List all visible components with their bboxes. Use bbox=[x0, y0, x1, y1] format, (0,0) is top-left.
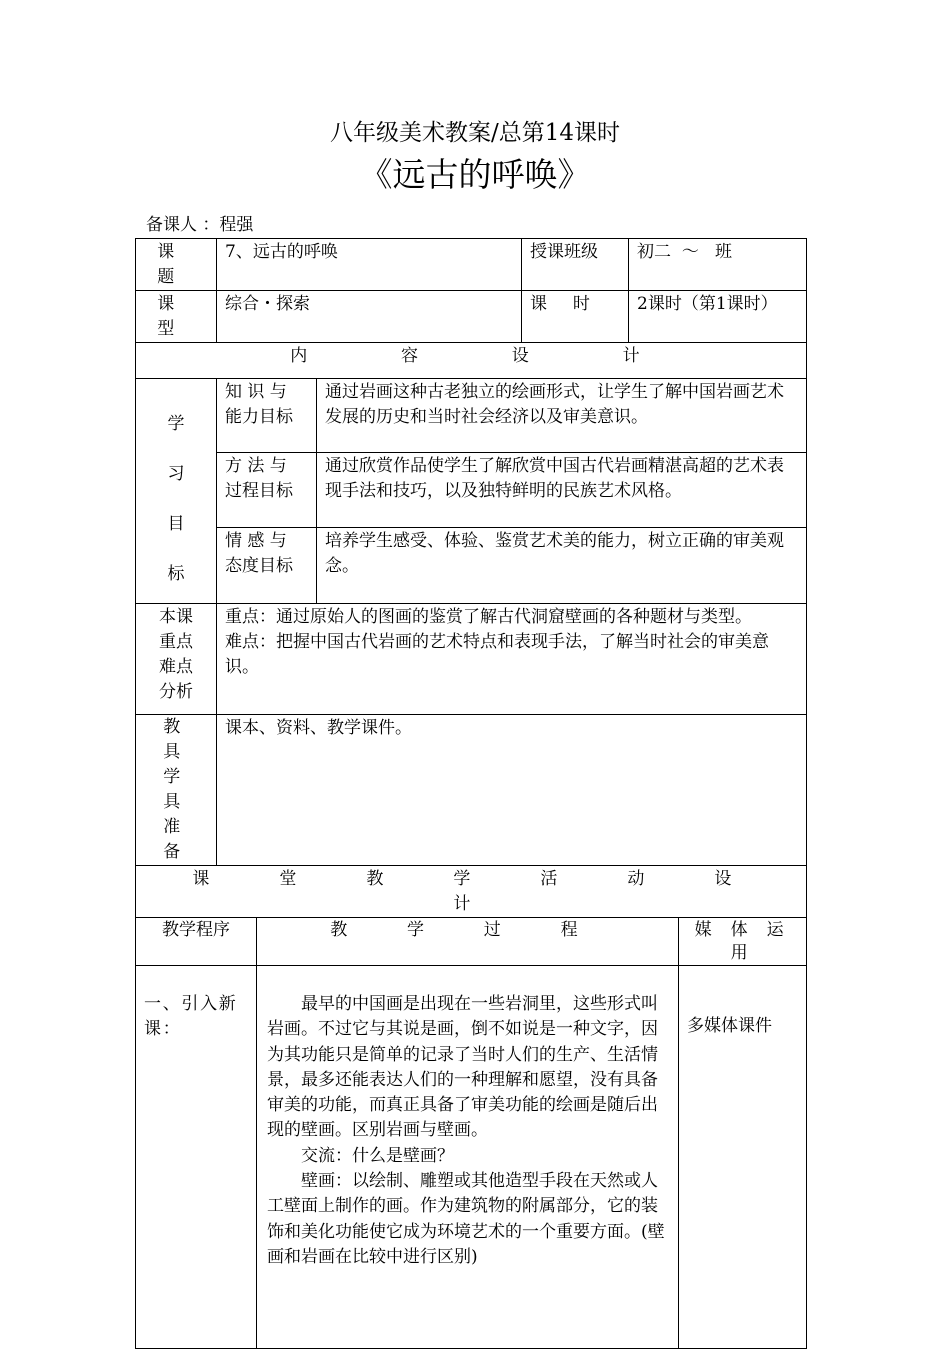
type-row bbox=[136, 291, 807, 343]
topic-label: 课 题 bbox=[157, 242, 195, 287]
objectives-side-label bbox=[136, 379, 216, 599]
lesson-title: 《远古的呼唤》 bbox=[359, 155, 591, 194]
process-row-intro bbox=[136, 966, 807, 1349]
objective-label: 方 法 与 过程目标 bbox=[225, 456, 293, 501]
objective-row-knowledge bbox=[136, 379, 807, 453]
objective-text: 培养学生感受、体验、鉴赏艺术美的能力，树立正确的审美观念。 bbox=[325, 531, 784, 576]
hours-value: 2课时（第1课时） bbox=[637, 294, 778, 314]
side-char-3: 目 bbox=[167, 514, 185, 534]
difficulty-text: 难点：把握中国古代岩画的艺术特点和表现手法，了解当时社会的审美意识。 bbox=[225, 632, 769, 677]
preparer-line: 备课人 ：程强 bbox=[146, 215, 254, 235]
document-title: 八年级美术教案/总第14课时 bbox=[329, 120, 620, 146]
objective-row-method bbox=[136, 453, 807, 528]
materials-row bbox=[136, 715, 807, 866]
lesson-plan-table bbox=[135, 238, 807, 1349]
type-label: 课 型 bbox=[157, 294, 195, 339]
key-points-content bbox=[217, 604, 806, 680]
process-step: 一、引入新课： bbox=[144, 994, 238, 1039]
content-design-heading: 内 容 设 计 bbox=[290, 346, 684, 366]
content-design-row bbox=[136, 343, 807, 379]
class-value: 初二 ～ 班 bbox=[637, 242, 733, 262]
process-col-process: 教 学 过 程 bbox=[330, 920, 605, 940]
process-header-row bbox=[136, 918, 807, 966]
activity-design-heading: 课 堂 教 学 活 动 设 计 bbox=[192, 869, 764, 914]
process-col-step: 教学程序 bbox=[162, 920, 230, 940]
objective-text: 通过岩画这种古老独立的绘画形式，让学生了解中国岩画艺术发展的历史和当时社会经济以及审美意识。 bbox=[325, 382, 784, 427]
process-paragraph: 最早的中国画是出现在一些岩洞里，这些形式叫岩画。不过它与其说是画，倒不如说是一种文字，因为其功能只是简单的记录了当时人们的生产、生活情景，最多还能表达人们的一种理解和愿望，没有具备审美的功能，而真正具备了审美功能的绘画是随后出现的壁画。区别岩画与壁画。 bbox=[267, 994, 658, 1141]
side-char-4: 标 bbox=[167, 564, 185, 584]
process-paragraph: 壁画：以绘制、雕塑或其他造型手段在天然或人工壁面上制作的画。作为建筑物的附属部分，它的装饰和美化功能使它成为环境艺术的一个重要方面。(壁画和岩画在比较中进行区别) bbox=[267, 1171, 665, 1267]
objective-text: 通过欣赏作品使学生了解欣赏中国古代岩画精湛高超的艺术表现手法和技巧，以及独特鲜明的民族艺术风格。 bbox=[325, 456, 784, 501]
key-points-label: 本课 重点 难点 分析 bbox=[159, 607, 193, 702]
type-value: 综合・探索 bbox=[225, 294, 310, 314]
topic-row bbox=[136, 239, 807, 291]
process-paragraph: 交流：什么是壁画？ bbox=[301, 1145, 454, 1166]
process-col-media: 媒 体 运 用 bbox=[694, 920, 791, 963]
objective-label: 情 感 与 态度目标 bbox=[225, 531, 293, 576]
materials-text: 课本、资料、教学课件。 bbox=[225, 718, 412, 738]
activity-design-row bbox=[136, 866, 807, 918]
objective-row-emotion bbox=[136, 528, 807, 604]
side-char-2: 习 bbox=[167, 464, 185, 484]
media-usage: 多媒体课件 bbox=[687, 1016, 773, 1036]
objective-label: 知 识 与 能力目标 bbox=[225, 382, 293, 427]
process-text bbox=[257, 966, 678, 1270]
focus-text: 重点：通过原始人的图画的鉴赏了解古代洞窟壁画的各种题材与类型。 bbox=[225, 607, 752, 627]
class-label: 授课班级 bbox=[530, 242, 599, 262]
key-points-row bbox=[136, 604, 807, 715]
side-char-1: 学 bbox=[167, 414, 185, 434]
topic-value: 7、远古的呼唤 bbox=[225, 242, 338, 262]
hours-label: 课 时 bbox=[530, 294, 601, 314]
materials-label: 教 具 学 具 准 备 bbox=[163, 717, 189, 862]
